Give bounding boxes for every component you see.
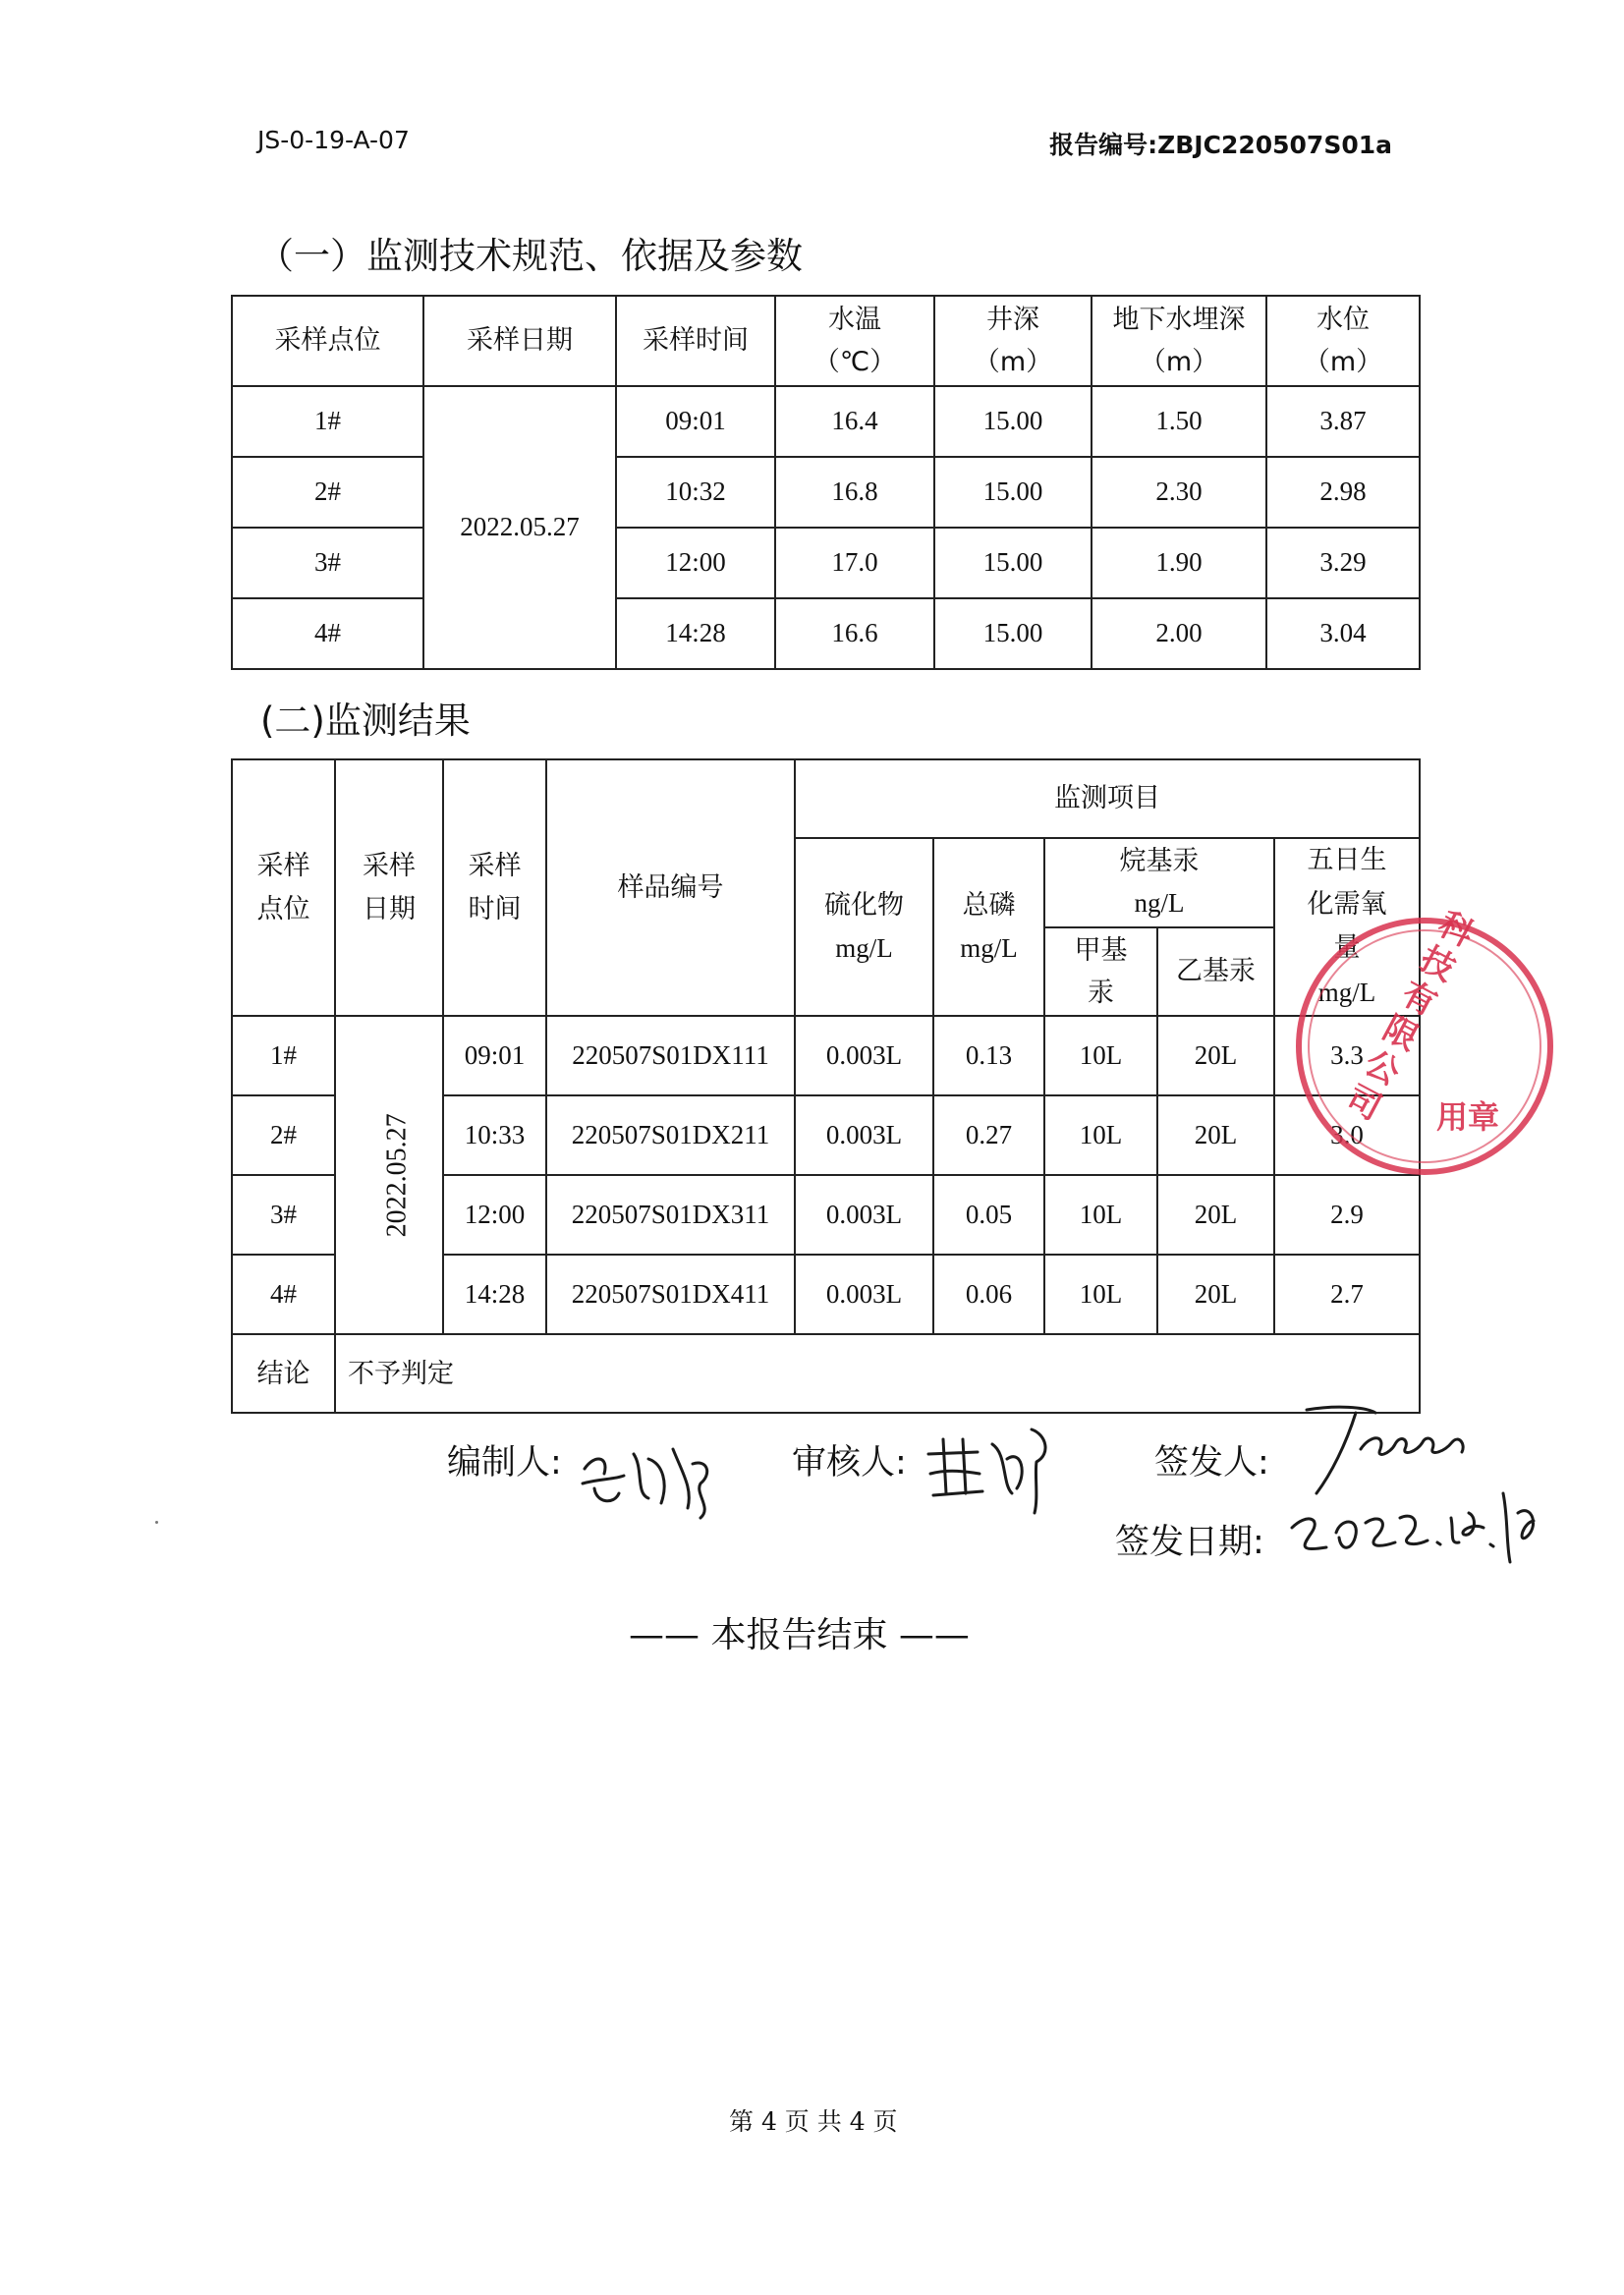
col-water-level: 水位 （m） [1266,296,1420,386]
col-point: 采样 点位 [232,759,335,1016]
table-row: 3# 12:00 220507S01DX311 0.003L 0.05 10L 20L 2.9 [232,1175,1420,1255]
col-bod5: 五日生 化需氧 量 mg/L [1274,838,1420,1016]
scan-speck [155,1521,158,1524]
page-footer: 第 4 页 共 4 页 [729,2107,898,2136]
seal-text: 科技有限公司 [1339,904,1481,1129]
issue-date-label: 签发日期: [1115,1523,1264,1562]
issuer-label: 签发人: [1154,1443,1269,1483]
reviewer-label: 审核人: [792,1443,907,1483]
col-total-phosphorus: 总磷 mg/L [933,838,1044,1016]
results-table [231,758,1421,1414]
col-groundwater-depth: 地下水埋深 （m） [1092,296,1266,386]
seal-text-2: 用章 [1436,1098,1500,1136]
col-sample-time: 采样时间 [616,296,775,386]
col-water-temp: 水温 （℃） [775,296,934,386]
table-row: 1# 2022.05.27 09:01 220507S01DX111 0.003L 0.13 10L 20L 3.3 [232,1016,1420,1095]
col-sample-id: 样品编号 [546,759,795,1016]
sample-date-cell: 2022.05.27 [423,386,616,669]
col-monitoring-items: 监测项目 [795,759,1420,838]
table-row: 3# 12:00 17.0 15.00 1.90 3.29 [232,528,1420,598]
col-alkyl-mercury: 烷基汞 ng/L [1044,838,1274,927]
section2-title: (二)监测结果 [260,700,471,742]
col-well-depth: 井深 （m） [934,296,1092,386]
col-sample-point: 采样点位 [232,296,423,386]
conclusion-label: 结论 [232,1334,335,1413]
table-row: 4# 14:28 16.6 15.00 2.00 3.04 [232,598,1420,669]
table-row: 4# 14:28 220507S01DX411 0.003L 0.06 10L 20L 2.7 [232,1255,1420,1334]
report-end-line: —— 本报告结束 —— [629,1615,970,1655]
col-sulfide: 硫化物 mg/L [795,838,933,1016]
results-date-cell: 2022.05.27 [335,1016,443,1334]
parameters-table [231,295,1421,670]
section1-title: （一）监测技术规范、依据及参数 [257,235,803,277]
conclusion-row [232,1334,1420,1413]
compiler-signature [575,1415,732,1523]
col-time: 采样 时间 [443,759,546,1016]
report-number: 报告编号:ZBJC220507S01a [1049,131,1392,159]
conclusion-value: 不予判定 [335,1334,1420,1413]
col-ethyl-mercury: 乙基汞 [1157,927,1274,1017]
table-row: 1# 2022.05.27 09:01 16.4 15.00 1.50 3.87 [232,386,1420,457]
issue-date-handwriting [1282,1474,1538,1572]
table-row: 2# 10:32 16.8 15.00 2.30 2.98 [232,457,1420,528]
col-methyl-mercury: 甲基 汞 [1044,927,1157,1017]
col-sample-date: 采样日期 [423,296,616,386]
col-date: 采样 日期 [335,759,443,1016]
compiler-label: 编制人: [447,1443,562,1483]
document-code: JS-0-19-A-07 [257,126,410,154]
company-seal [1339,884,1552,1179]
table-row: 2# 10:33 220507S01DX211 0.003L 0.27 10L 20L 3.0 [232,1095,1420,1175]
reviewer-signature [919,1415,1076,1523]
